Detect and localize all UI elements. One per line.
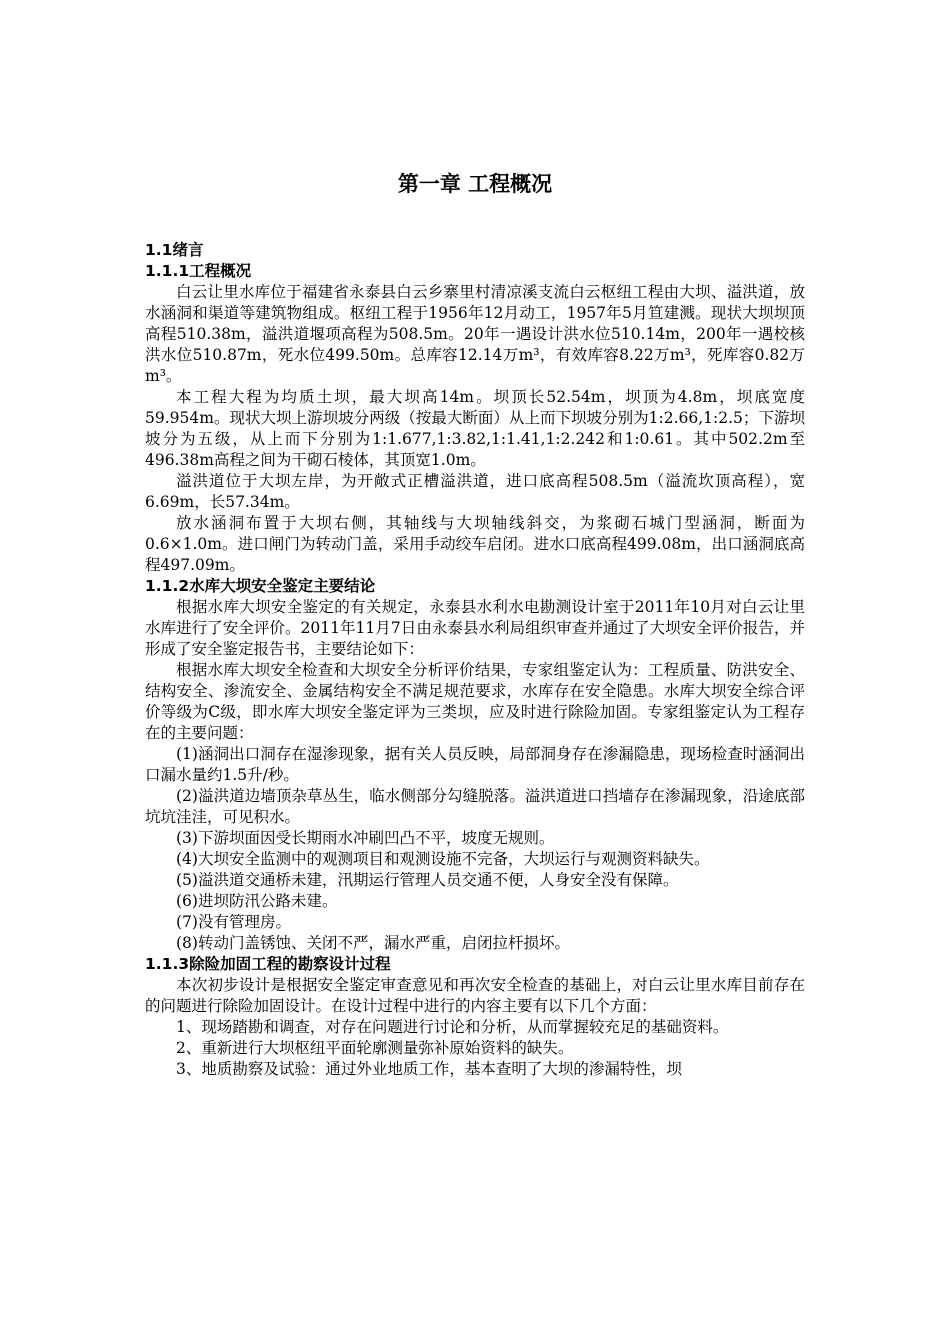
section-heading: 1.1.1工程概况 xyxy=(145,262,252,280)
paragraph: 本工程大程为均质土坝，最大坝高14m。坝顶长52.54m，坝顶为4.8m，坝底宽度59.954m。现状大坝上游坝坡分两级（按最大断面）从上而下坝坡分别为1:2.66,1:2.5；下游坝坡分为五级，从上而下分别为1:1.677,1:3.82,1:1.41,1:2.242和1:0.61。其中502.2m至496.38m高程之间为干砌石棱体，其顶宽1.0m。 xyxy=(145,388,805,469)
paragraph: (5)溢洪道交通桥未建，汛期运行管理人员交通不便，人身安全没有保障。 xyxy=(176,871,679,889)
paragraph: 放水涵洞布置于大坝右侧，其轴线与大坝轴线斜交，为浆砌石城门型涵洞，断面为0.6×1.0m。进口闸门为转动门盖，采用手动绞车启闭。进水口底高程499.08m，出口涵洞底高程497.09m。 xyxy=(145,514,805,574)
paragraph: (2)溢洪道边墙顶杂草丛生，临水侧部分勾缝脱落。溢洪道进口挡墙存在渗漏现象，沿途底部坑坑洼洼，可见积水。 xyxy=(145,787,805,826)
paragraph: 3、地质勘察及试验：通过外业地质工作，基本查明了大坝的渗漏特性，坝 xyxy=(176,1060,682,1078)
paragraph: 溢洪道位于大坝左岸，为开敞式正槽溢洪道，进口底高程508.5m（溢流坎顶高程），宽6.69m，长57.34m。 xyxy=(145,472,805,511)
paragraph: (6)进坝防汛公路未建。 xyxy=(176,892,338,910)
section-heading: 1.1.2水库大坝安全鉴定主要结论 xyxy=(145,577,376,595)
paragraph: 2、重新进行大坝枢纽平面轮廓测量弥补原始资料的缺失。 xyxy=(176,1039,574,1057)
paragraph: 白云让里水库位于福建省永泰县白云乡寨里村清凉溪支流白云枢纽工程由大坝、溢洪道，放水涵洞和渠道等建筑物组成。枢纽工程于1956年12月动工，1957年5月笪建溅。现状大坝坝顶高程510.38m，溢洪道堰项高程为508.5m。20年一遇设计洪水位510.14m，200年一遇校核洪水位510.87m，死水位499.50m。总库容12.14万m³，有效库容8.22万m³，死库容0.82万m³。 xyxy=(145,283,805,385)
paragraph: (3)下游坝面因受长期雨水冲刷凹凸不平，坡度无规则。 xyxy=(176,829,555,847)
paragraph: 1、现场踏勘和调查，对存在问题进行讨论和分析，从而掌握较充足的基础资料。 xyxy=(176,1018,729,1036)
paragraph: 根据水库大坝安全鉴定的有关规定，永泰县水利水电勘测设计室于2011年10月对白云让里水库进行了安全评价。2011年11月7日由永泰县水利局组织审查并通过了大坝安全评价报告，并形成了安全鉴定报告书，主要结论如下： xyxy=(145,598,805,658)
chapter-title: 第一章 工程概况 xyxy=(397,172,553,196)
document-body xyxy=(145,240,805,1080)
section-heading: 1.1.3除险加固工程的勘察设计过程 xyxy=(145,955,391,973)
paragraph: (7)没有管理房。 xyxy=(176,913,291,931)
paragraph: (4)大坝安全监测中的观测项目和观测设施不完备，大坝运行与观测资料缺失。 xyxy=(176,850,710,868)
paragraph: 本次初步设计是根据安全鉴定审查意见和再次安全检查的基础上，对白云让里水库目前存在的问题进行除险加固设计。在设计过程中进行的内容主要有以下几个方面： xyxy=(145,976,805,1015)
paragraph: (1)涵洞出口洞存在湿渗现象，据有关人员反映，局部洞身存在渗漏隐患，现场检查时涵洞出口漏水量约1.5升/秒。 xyxy=(145,745,805,784)
section-heading: 1.1绪言 xyxy=(145,241,204,259)
paragraph: 根据水库大坝安全检查和大坝安全分析评价结果，专家组鉴定认为：工程质量、防洪安全、结构安全、渗流安全、金属结构安全不满足规范要求，水库存在安全隐患。水库大坝安全综合评价等级为C级，即水库大坝安全鉴定评为三类坝，应及时进行除险加固。专家组鉴定认为工程存在的主要问题： xyxy=(145,661,805,742)
paragraph: (8)转动门盖锈蚀、关闭不严，漏水严重，启闭拉杆损坏。 xyxy=(176,934,570,952)
